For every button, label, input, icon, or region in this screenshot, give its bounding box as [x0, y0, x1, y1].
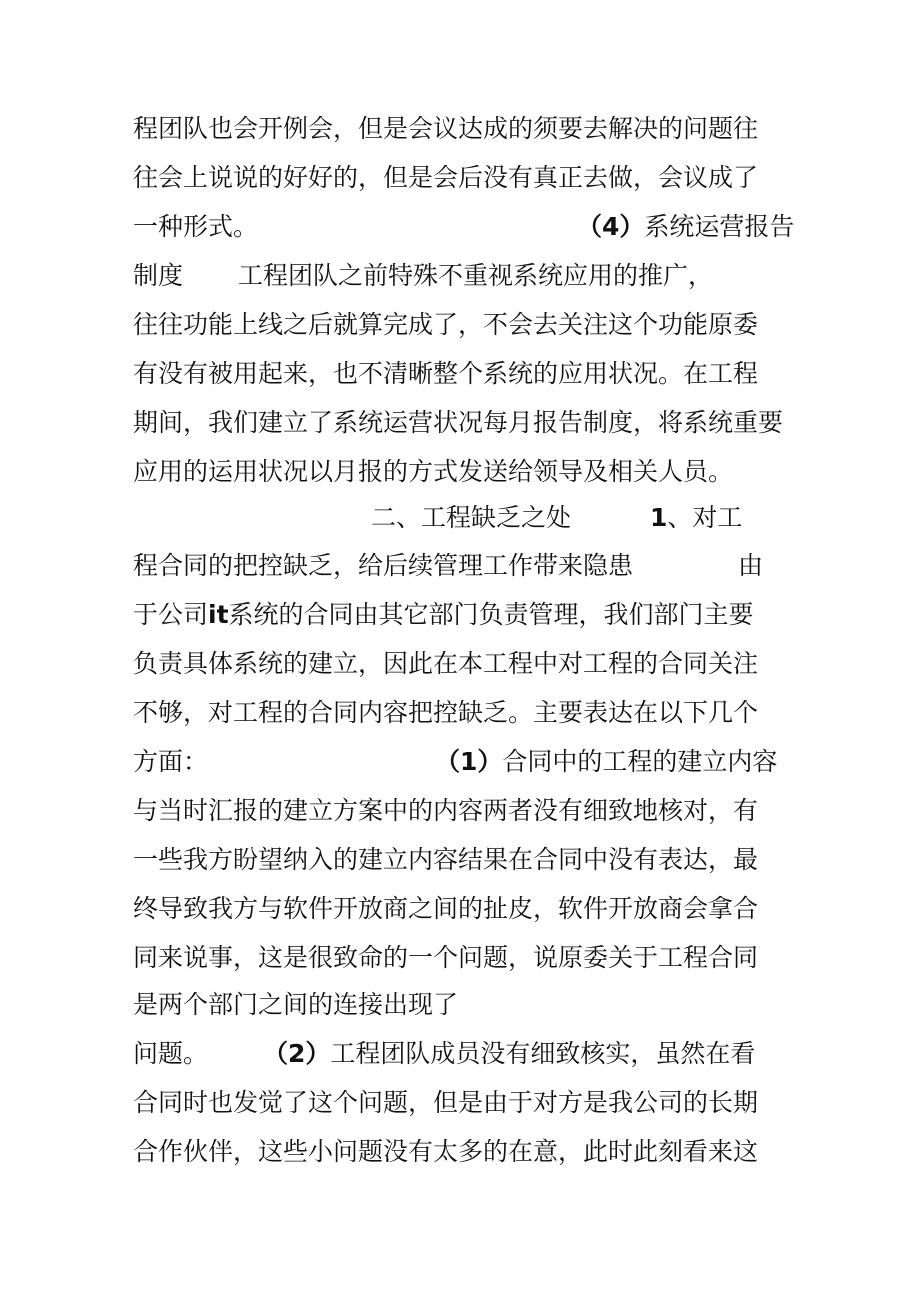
list-item-heading: 1、对工 — [650, 503, 743, 532]
text-line: 往往功能上线之后就算完成了，不会去关注这个功能原委 — [133, 310, 759, 339]
text-line: 程团队也会开例会，但是会议达成的须要去解决的问题往 — [133, 114, 759, 143]
list-item: （1）合同中的工程的建立内容 — [435, 747, 778, 776]
text-segment: 一种形式。 — [133, 212, 259, 241]
text-line: 同来说事，这是很致命的一个问题，说原委关于工程合同 — [133, 943, 759, 972]
text-line: 应用的运用状况以月报的方式发送给领导及相关人员。 — [133, 457, 734, 486]
text-line: 与当时汇报的建立方案中的内容两者没有细致地核对，有 — [133, 796, 759, 825]
text-line — [133, 1031, 756, 1077]
text-line: 合同时也发觉了这个问题，但是由于对方是我公司的长期 — [133, 1088, 759, 1117]
text-line: 不够，对工程的合同内容把控缺乏。主要表达在以下几个 — [133, 698, 759, 727]
text-line: 合作伙伴，这些小问题没有太多的在意，此时此刻看来这 — [133, 1137, 759, 1166]
text-segment: 方面： — [133, 747, 209, 776]
text-segment: 制度 — [133, 261, 184, 290]
text-segment: 由 — [738, 551, 764, 580]
text-segment: it — [208, 600, 229, 629]
text-line — [133, 739, 778, 785]
text-line: 终导致我方与软件开放商之间的扯皮，软件开放商会拿合 — [133, 894, 759, 923]
text-line: 有没有被用起来，也不清晰整个系统的应用状况。在工程 — [133, 359, 759, 388]
text-line: 负责具体系统的建立，因此在本工程中对工程的合同关注 — [133, 649, 759, 678]
section-heading: （4）系统运营报告 — [577, 212, 795, 241]
text-line: 一些我方盼望纳入的建立内容结果在合同中没有表达，最 — [133, 845, 759, 874]
text-line: 往会上说说的好好的，但是会后没有真正去做，会议成了 — [133, 163, 759, 192]
text-line — [133, 253, 714, 299]
list-item: （2）工程团队成员没有细致核实，虽然在看 — [263, 1039, 756, 1068]
text-line: 于公司it系统的合同由其它部门负责管理，我们部门主要 — [133, 600, 754, 629]
text-line: 期间，我们建立了系统运营状况每月报告制度，将系统重要 — [133, 408, 784, 437]
text-segment: 程合同的把控缺乏，给后续管理工作带来隐患 — [133, 551, 634, 580]
text-line — [133, 543, 764, 589]
section-heading: 二、工程缺乏之处 — [371, 503, 572, 532]
text-segment: 工程团队之前特殊不重视系统应用的推广， — [238, 261, 714, 290]
text-line — [133, 204, 795, 250]
text-segment: 问题。 — [133, 1039, 209, 1068]
text-line: 是两个部门之间的连接出现了 — [133, 990, 459, 1019]
